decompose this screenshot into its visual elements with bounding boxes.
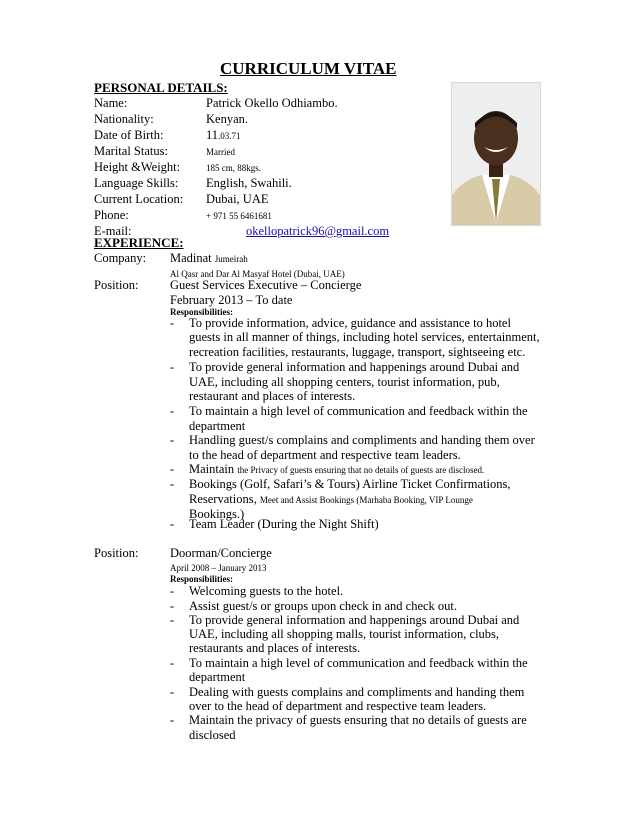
list-item-cont: UAE, including all shopping malls, tourist information, clubs, bbox=[189, 627, 500, 641]
document-title: CURRICULUM VITAE bbox=[220, 59, 397, 78]
list-item: To maintain a high level of communication and feedback within the bbox=[189, 656, 528, 670]
list-item-cont bbox=[189, 492, 473, 507]
bullet-dash: - bbox=[170, 316, 175, 330]
experience-heading: EXPERIENCE: bbox=[94, 235, 184, 250]
profile-photo-image bbox=[452, 83, 540, 225]
location-label: Current Location: bbox=[94, 192, 184, 206]
list-item-lead: Maintain bbox=[189, 462, 235, 476]
list-item: Maintain the privacy of guests ensuring that no details of guests are bbox=[189, 713, 527, 727]
list-item: To maintain a high level of communication and feedback within the bbox=[189, 404, 528, 418]
list-item: Handling guest/s complains and compliments and handing them over bbox=[189, 433, 535, 447]
list-item-cont: Bookings.) bbox=[189, 507, 245, 521]
list-item-cont: disclosed bbox=[189, 728, 236, 742]
dob-rest: .03.71 bbox=[218, 131, 241, 141]
bullet-dash: - bbox=[170, 462, 175, 476]
list-item: Welcoming guests to the hotel. bbox=[189, 584, 344, 598]
company-name-suffix: Jumeirah bbox=[214, 254, 248, 264]
nationality-value: Kenyan. bbox=[206, 112, 248, 126]
company-value bbox=[170, 251, 248, 266]
nationality-label: Nationality: bbox=[94, 112, 154, 126]
list-item-cont: restaurant and places of interests. bbox=[189, 389, 356, 403]
position-title: Guest Services Executive – Concierge bbox=[170, 278, 362, 292]
list-item-cont: department bbox=[189, 670, 246, 684]
bullet-dash: - bbox=[170, 360, 175, 374]
height-weight-value: 185 cm, 88kgs. bbox=[206, 163, 261, 173]
bullet-dash: - bbox=[170, 713, 175, 727]
bullet-dash: - bbox=[170, 613, 175, 627]
list-item-rest: Meet and Assist Bookings (Marhaba Booking, VIP Lounge bbox=[259, 495, 473, 505]
list-item: To provide general information and happenings around Dubai and bbox=[189, 360, 520, 374]
list-item: Bookings (Golf, Safari’s & Tours) Airline Ticket Confirmations, bbox=[189, 477, 511, 491]
responsibilities-label: Responsibilities: bbox=[170, 574, 234, 584]
position-dates: April 2008 – January 2013 bbox=[170, 563, 267, 573]
list-item-cont: over to the head of department and respective team leaders. bbox=[189, 699, 487, 713]
profile-photo bbox=[451, 82, 541, 226]
bullet-dash: - bbox=[170, 404, 175, 418]
dob-label: Date of Birth: bbox=[94, 128, 164, 142]
height-weight-label: Height &Weight: bbox=[94, 160, 181, 174]
phone-label: Phone: bbox=[94, 208, 129, 222]
position-label: Position: bbox=[94, 546, 139, 560]
list-item-cont: recreation facilities, restaurants, luggage, transport, sightseeing etc. bbox=[189, 345, 526, 359]
bullet-dash: - bbox=[170, 685, 175, 699]
name-value: Patrick Okello Odhiambo. bbox=[206, 96, 338, 110]
list-item bbox=[189, 462, 484, 477]
bullet-dash: - bbox=[170, 584, 175, 598]
list-item: To provide information, advice, guidance and assistance to hotel bbox=[189, 316, 511, 330]
bullet-dash: - bbox=[170, 599, 175, 613]
company-label: Company: bbox=[94, 251, 147, 265]
bullet-dash: - bbox=[170, 517, 175, 531]
location-value: Dubai, UAE bbox=[206, 192, 269, 206]
bullet-dash: - bbox=[170, 656, 175, 670]
list-item-cont: restaurants and places of interests. bbox=[189, 641, 361, 655]
marital-value: Married bbox=[206, 147, 235, 157]
language-label: Language Skills: bbox=[94, 176, 179, 190]
company-name: Madinat bbox=[170, 251, 212, 265]
language-value: English, Swahili. bbox=[206, 176, 292, 190]
responsibilities-label: Responsibilities: bbox=[170, 307, 234, 317]
personal-details-heading: PERSONAL DETAILS: bbox=[94, 80, 228, 95]
marital-label: Marital Status: bbox=[94, 144, 168, 158]
list-item-rest: the Privacy of guests ensuring that no details of guests are disclosed. bbox=[237, 465, 485, 475]
dob-day: 11 bbox=[206, 128, 219, 142]
list-item: Team Leader (During the Night Shift) bbox=[189, 517, 379, 531]
list-item-cont: UAE, including all shopping centers, tourist information, pub, bbox=[189, 375, 500, 389]
position-dates: February 2013 – To date bbox=[170, 293, 293, 307]
list-item-cont: department bbox=[189, 419, 246, 433]
position-title: Doorman/Concierge bbox=[170, 546, 272, 560]
bullet-dash: - bbox=[170, 433, 175, 447]
phone-value: + 971 55 6461681 bbox=[206, 211, 272, 221]
position-label: Position: bbox=[94, 278, 139, 292]
list-item-lead: Reservations, bbox=[189, 492, 257, 506]
list-item: Assist guest/s or groups upon check in and check out. bbox=[189, 599, 458, 613]
list-item: To provide general information and happenings around Dubai and bbox=[189, 613, 520, 627]
bullet-dash: - bbox=[170, 477, 175, 491]
email-label: E-mail: bbox=[94, 224, 132, 238]
list-item-cont: to the head of department and respective team leaders. bbox=[189, 448, 461, 462]
email-link[interactable]: okellopatrick96@gmail.com bbox=[246, 224, 390, 238]
dob-value bbox=[206, 128, 241, 143]
company-detail: Al Qasr and Dar Al Masyaf Hotel (Dubai, UAE) bbox=[170, 269, 345, 279]
name-label: Name: bbox=[94, 96, 128, 110]
list-item-cont: guests in all manner of things, including hotel services, entertainment, bbox=[189, 330, 540, 344]
list-item: Dealing with guests complains and compliments and handing them bbox=[189, 685, 525, 699]
